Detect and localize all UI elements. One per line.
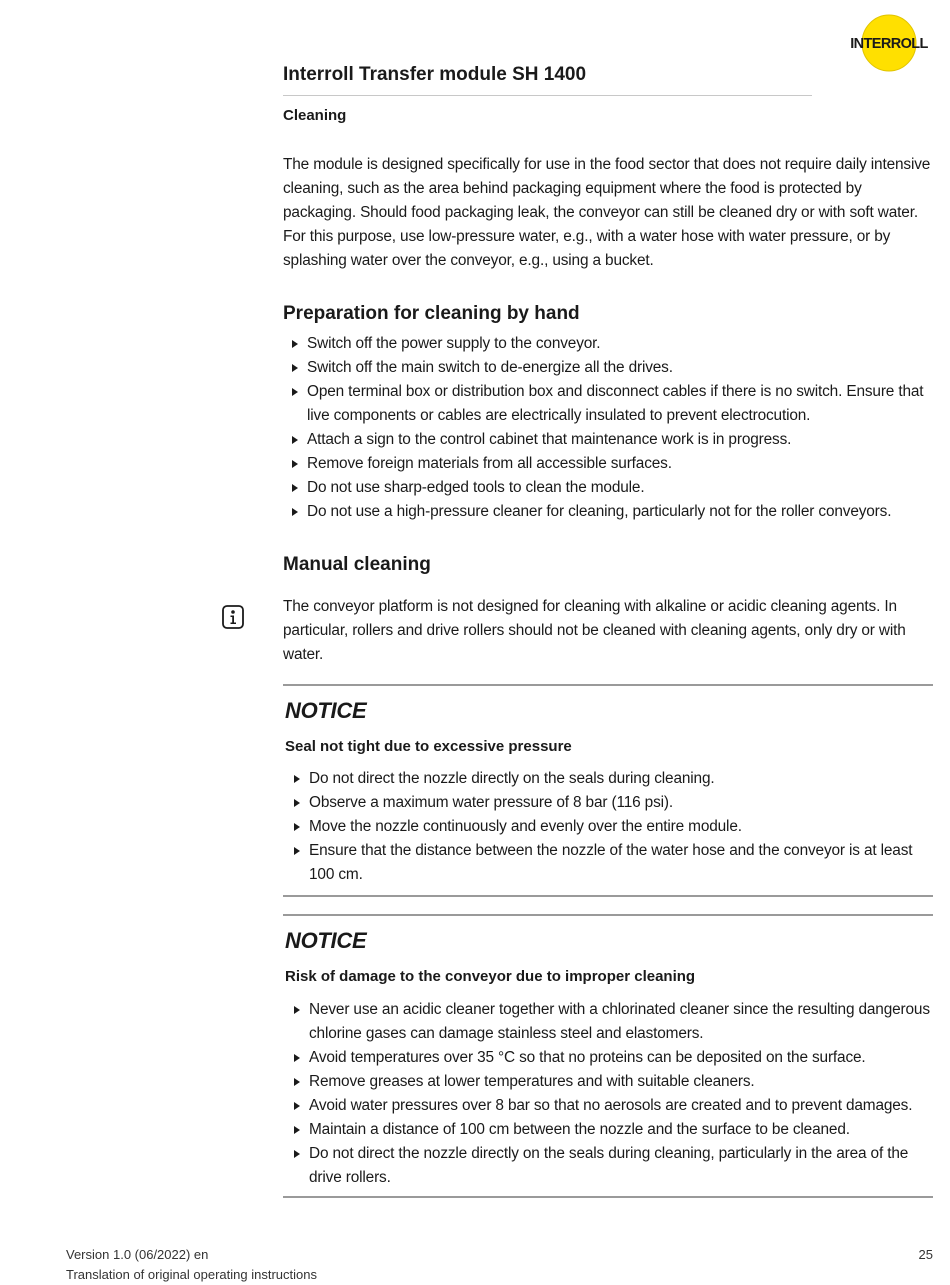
bullet-arrow-icon: [294, 799, 300, 807]
notice-subtitle: Seal not tight due to excessive pressure: [285, 738, 572, 755]
list-item: [289, 380, 939, 428]
list-item: [291, 1094, 931, 1118]
bullet-arrow-icon: [294, 775, 300, 783]
bullet-arrow-icon: [294, 847, 300, 855]
list-item-text: Attach a sign to the control cabinet that maintenance work is in progress.: [307, 431, 792, 448]
list-item: [291, 1118, 931, 1142]
list-item: [289, 476, 939, 500]
bullet-arrow-icon: [292, 460, 298, 468]
bullet-arrow-icon: [294, 823, 300, 831]
preparation-heading: Preparation for cleaning by hand: [283, 303, 580, 324]
list-item: [289, 356, 939, 380]
list-item-text: Do not direct the nozzle directly on the seals during cleaning.: [309, 770, 715, 787]
bullet-arrow-icon: [292, 340, 298, 348]
list-item: [291, 1046, 931, 1070]
footer-info: [66, 1245, 317, 1285]
bullet-arrow-icon: [294, 1150, 300, 1158]
list-item: [291, 1142, 931, 1190]
notice-list: [291, 767, 931, 887]
list-item-text: Do not use sharp-edged tools to clean the module.: [307, 479, 645, 496]
bullet-arrow-icon: [294, 1054, 300, 1062]
translation-label: Translation of original operating instructions: [66, 1267, 317, 1282]
list-item: [289, 452, 939, 476]
bullet-arrow-icon: [294, 1078, 300, 1086]
bullet-arrow-icon: [292, 436, 298, 444]
version-label: Version 1.0 (06/2022) en: [66, 1247, 209, 1262]
list-item-text: Never use an acidic cleaner together with a chlorinated cleaner since the resulting dangerous chlorine gases can damage stainless steel and elastomers.: [309, 1001, 930, 1042]
list-item: [291, 815, 931, 839]
bullet-arrow-icon: [294, 1102, 300, 1110]
list-item-text: Avoid temperatures over 35 °C so that no proteins can be deposited on the surface.: [309, 1049, 866, 1066]
document-title: Interroll Transfer module SH 1400: [283, 64, 587, 85]
intro-paragraph: The module is designed specifically for use in the food sector that does not require daily intensive cleaning, such as the area behind packaging equipment where the food is protected by packaging. Should food packaging leak, the conveyor can still be cleaned dry or with soft water. For this purpose, use low-pressure water, e.g., with a water hose with water pressure, or by splashing water over the conveyor, e.g., using a bucket.: [283, 156, 931, 269]
notice-top-rule: [283, 914, 933, 916]
list-item-text: Switch off the main switch to de-energize all the drives.: [307, 359, 673, 376]
list-item-text: Remove foreign materials from all accessible surfaces.: [307, 455, 672, 472]
list-item-text: Do not use a high-pressure cleaner for cleaning, particularly not for the roller conveyors.: [307, 503, 892, 520]
bullet-arrow-icon: [294, 1006, 300, 1014]
notice-subtitle: Risk of damage to the conveyor due to improper cleaning: [285, 968, 696, 985]
notice-title: NOTICE: [285, 928, 367, 953]
info-note: The conveyor platform is not designed for cleaning with alkaline or acidic cleaning agents. In particular, rollers and drive rollers should not be cleaned with cleaning agents, only dry or with water.: [283, 598, 906, 663]
list-item: [291, 1070, 931, 1094]
list-item: [291, 767, 931, 791]
list-item-text: Open terminal box or distribution box and disconnect cables if there is no switch. Ensure that live components or cables are electrically insulated to prevent electrocution.: [307, 383, 924, 424]
notice-top-rule: [283, 684, 933, 686]
list-item-text: Maintain a distance of 100 cm between the nozzle and the surface to be cleaned.: [309, 1121, 850, 1138]
notice-bottom-rule: [283, 895, 933, 897]
bullet-arrow-icon: [292, 364, 298, 372]
list-item: [289, 332, 939, 356]
list-item-text: Ensure that the distance between the nozzle of the water hose and the conveyor is at least 100 cm.: [309, 842, 913, 883]
list-item-text: Switch off the power supply to the conveyor.: [307, 335, 601, 352]
svg-text:INTERROLL: INTERROLL: [850, 36, 928, 52]
list-item-text: Move the nozzle continuously and evenly over the entire module.: [309, 818, 742, 835]
bullet-arrow-icon: [292, 484, 298, 492]
list-item: [289, 428, 939, 452]
list-item: [289, 500, 939, 524]
list-item-text: Observe a maximum water pressure of 8 bar (116 psi).: [309, 794, 673, 811]
notice-list: [291, 998, 931, 1190]
list-item: [291, 791, 931, 815]
list-item: [291, 839, 931, 887]
manual-cleaning-heading: Manual cleaning: [283, 554, 431, 575]
bullet-arrow-icon: [294, 1126, 300, 1134]
list-item-text: Remove greases at lower temperatures and with suitable cleaners.: [309, 1073, 755, 1090]
info-icon: [222, 605, 244, 629]
bullet-arrow-icon: [292, 508, 298, 516]
interroll-logo: [845, 14, 933, 72]
list-item-text: Do not direct the nozzle directly on the seals during cleaning, particularly in the area of the drive rollers.: [309, 1145, 909, 1186]
page-number: 25: [918, 1247, 933, 1262]
notice-bottom-rule: [283, 1196, 933, 1198]
preparation-list: [289, 332, 939, 524]
notice-title: NOTICE: [285, 698, 367, 723]
title-divider: [283, 95, 812, 96]
section-label: Cleaning: [283, 107, 347, 124]
list-item: [291, 998, 931, 1046]
bullet-arrow-icon: [292, 388, 298, 396]
list-item-text: Avoid water pressures over 8 bar so that no aerosols are created and to prevent damages.: [309, 1097, 913, 1114]
